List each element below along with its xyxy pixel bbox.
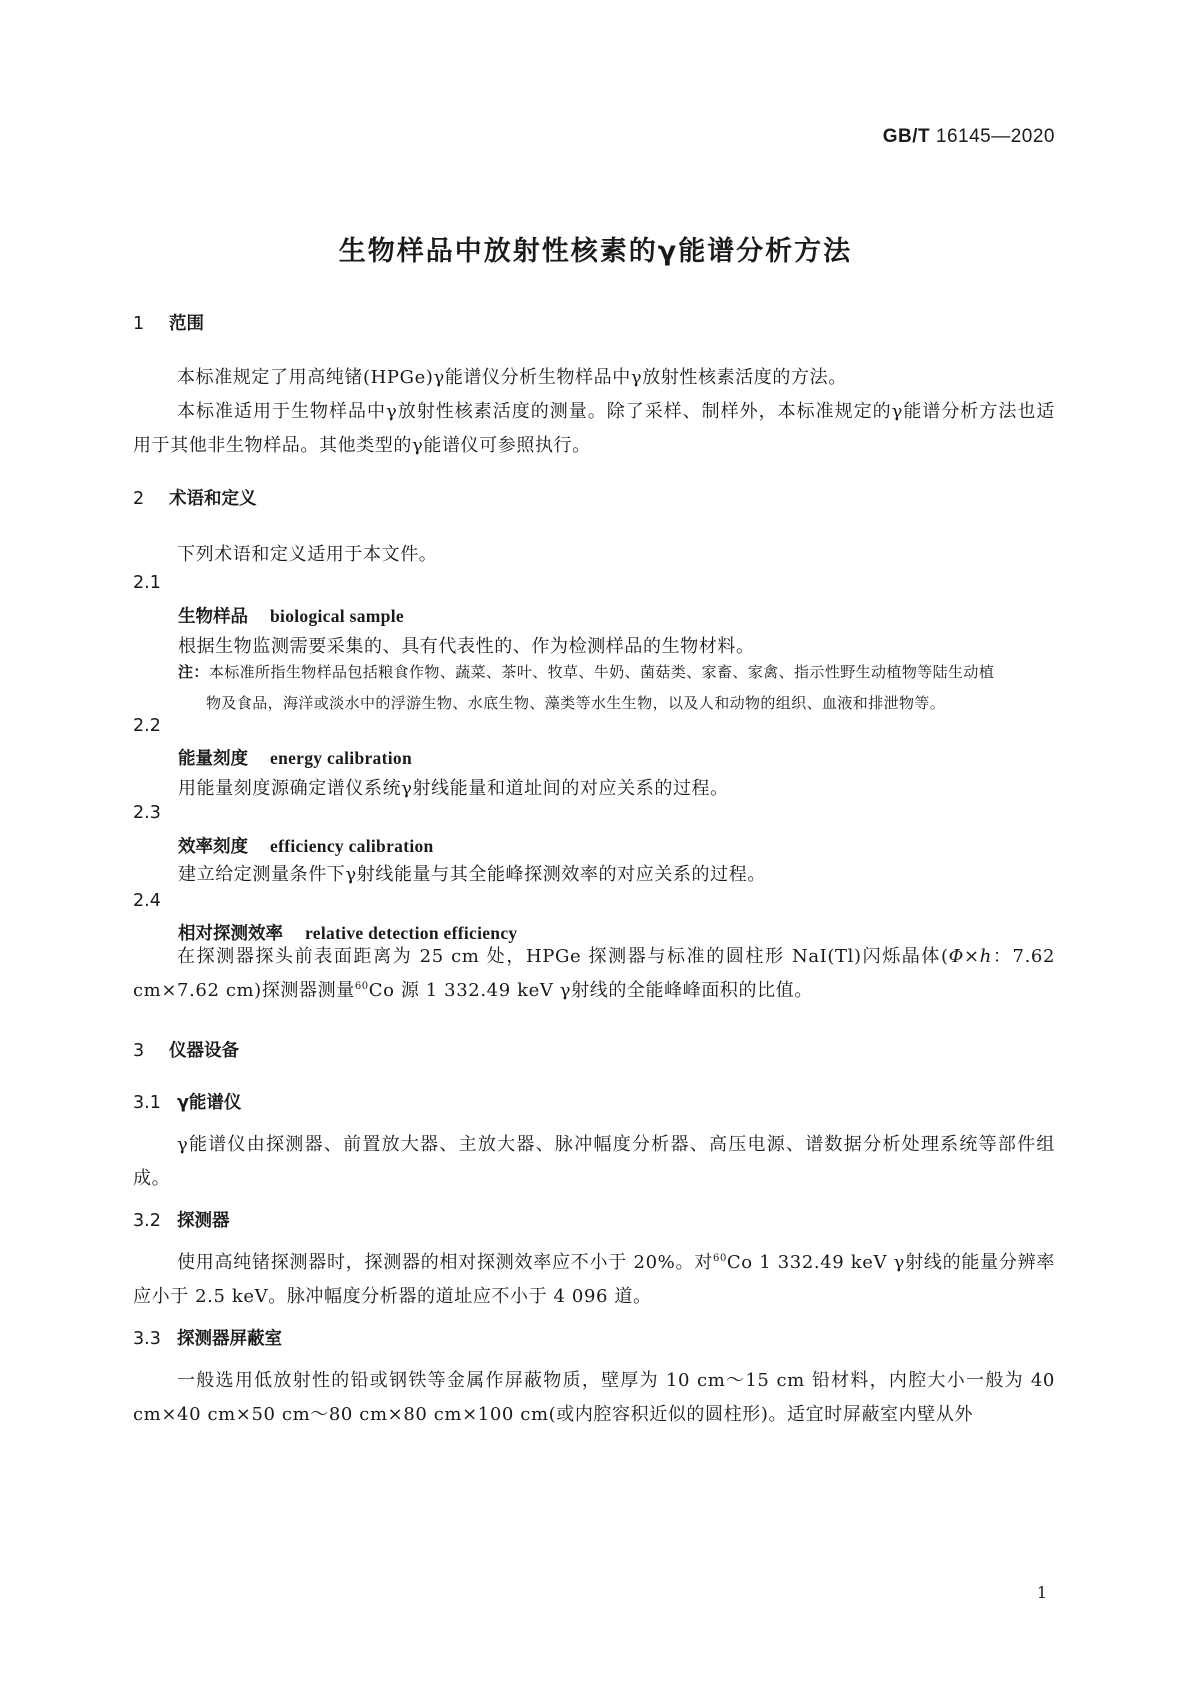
section-1-heading xyxy=(133,310,204,335)
subsection-3-1-heading xyxy=(133,1089,241,1114)
section-title: 范围 xyxy=(169,314,204,334)
note-label: 注： xyxy=(178,663,209,681)
term-definition: 用能量刻度源确定谱仪系统γ射线能量和道址间的对应关系的过程。 xyxy=(178,778,729,799)
term-definition: 根据生物监测需要采集的、具有代表性的、作为检测样品的生物材料。 xyxy=(178,636,755,657)
subsection-number: 3.1 xyxy=(133,1093,161,1113)
term-en: biological sample xyxy=(270,606,404,626)
section-2-heading xyxy=(133,485,257,510)
phi-symbol: Φ xyxy=(948,946,965,967)
section-number: 3 xyxy=(133,1041,145,1061)
term-en: relative detection efficiency xyxy=(305,923,518,943)
page-number: 1 xyxy=(1036,1583,1047,1602)
term-en: efficiency calibration xyxy=(270,836,434,856)
term-en: energy calibration xyxy=(270,748,412,768)
subsection-3-3-paragraph: 一般选用低放射性的铅或钢铁等金属作屏蔽物质，壁厚为 10 cm～15 cm 铅材料，内腔大小一般为 40 cm×40 cm×50 cm～80 cm×80 cm×100 cm(或内腔容积近似的圆柱形)。适宜时屏蔽室内壁从外 xyxy=(133,1370,1055,1425)
section-title: 术语和定义 xyxy=(169,489,257,509)
section-number: 1 xyxy=(133,314,145,334)
term-heading xyxy=(178,745,412,770)
subsection-title: γ能谱仪 xyxy=(177,1093,242,1113)
term-number: 2.2 xyxy=(133,716,161,736)
subsection-3-2-heading xyxy=(133,1207,230,1232)
term-definition: 建立给定测量条件下γ射线能量与其全能峰探测效率的对应关系的过程。 xyxy=(178,864,766,885)
term-number: 2.3 xyxy=(133,803,161,823)
term-number: 2.1 xyxy=(133,573,161,593)
term-heading xyxy=(178,833,434,858)
term-zh: 生物样品 xyxy=(178,607,248,627)
subsection-title: 探测器屏蔽室 xyxy=(177,1329,282,1349)
section-1-paragraph-2: 本标准适用于生物样品中γ放射性核素活度的测量。除了采样、制样外，本标准规定的γ能谱分析方法也适用于其他非生物样品。其他类型的γ能谱仪可参照执行。 xyxy=(133,401,1055,456)
term-definition xyxy=(133,940,1055,1008)
term-zh: 相对探测效率 xyxy=(178,924,283,944)
document-title: 生物样品中放射性核素的γ能谱分析方法 xyxy=(338,236,853,267)
section-2-intro: 下列术语和定义适用于本文件。 xyxy=(177,544,438,565)
definition-part-b: ：7.62 cm×7.62 cm)探测器测量 xyxy=(133,946,1056,1001)
section-number: 2 xyxy=(133,489,145,509)
subsection-3-1-paragraph: γ能谱仪由探测器、前置放大器、主放大器、脉冲幅度分析器、高压电源、谱数据分析处理系统等部件组成。 xyxy=(133,1134,1055,1189)
section-title: 仪器设备 xyxy=(169,1041,239,1061)
standard-code-prefix: GB/T xyxy=(882,126,931,147)
standard-code-number: 16145—2020 xyxy=(935,126,1055,147)
h-symbol: h xyxy=(979,946,992,967)
standard-code xyxy=(883,126,1055,148)
times-symbol: × xyxy=(964,946,980,967)
paragraph-part-b: Co 1 332.49 keV γ射线的能量分辨率应小于 2.5 keV。脉冲幅度分析器的道址应不小于 4 096 道。 xyxy=(133,1252,1055,1307)
isotope-superscript: 60 xyxy=(354,981,369,992)
term-zh: 效率刻度 xyxy=(178,837,248,857)
section-3-heading xyxy=(133,1037,239,1062)
subsection-number: 3.2 xyxy=(133,1211,161,1231)
term-heading xyxy=(178,603,404,628)
term-note xyxy=(178,657,1058,719)
subsection-3-2-paragraph xyxy=(133,1246,1055,1314)
isotope-superscript: 60 xyxy=(712,1253,727,1264)
term-zh: 能量刻度 xyxy=(178,749,248,769)
section-1-paragraph-1: 本标准规定了用高纯锗(HPGe)γ能谱仪分析生物样品中γ放射性核素活度的方法。 xyxy=(177,367,847,388)
subsection-number: 3.3 xyxy=(133,1329,161,1349)
paragraph-part-a: 使用高纯锗探测器时，探测器的相对探测效率应不小于 20%。对 xyxy=(177,1252,713,1273)
note-line-2: 物及食品，海洋或淡水中的浮游生物、水底生物、藻类等水生生物，以及人和动物的组织、血液和排泄物等。 xyxy=(206,694,946,712)
definition-part-a: 在探测器探头前表面距离为 25 cm 处，HPGe 探测器与标准的圆柱形 NaI(Tl)闪烁晶体( xyxy=(177,946,949,967)
note-line-1: 本标准所指生物样品包括粮食作物、蔬菜、茶叶、牧草、牛奶、菌菇类、家畜、家禽、指示性野生动植物等陆生动植 xyxy=(208,663,995,681)
definition-part-c: Co 源 1 332.49 keV γ射线的全能峰峰面积的比值。 xyxy=(368,980,813,1001)
subsection-3-3-heading xyxy=(133,1325,282,1350)
term-number: 2.4 xyxy=(133,891,161,911)
subsection-title: 探测器 xyxy=(177,1211,230,1231)
